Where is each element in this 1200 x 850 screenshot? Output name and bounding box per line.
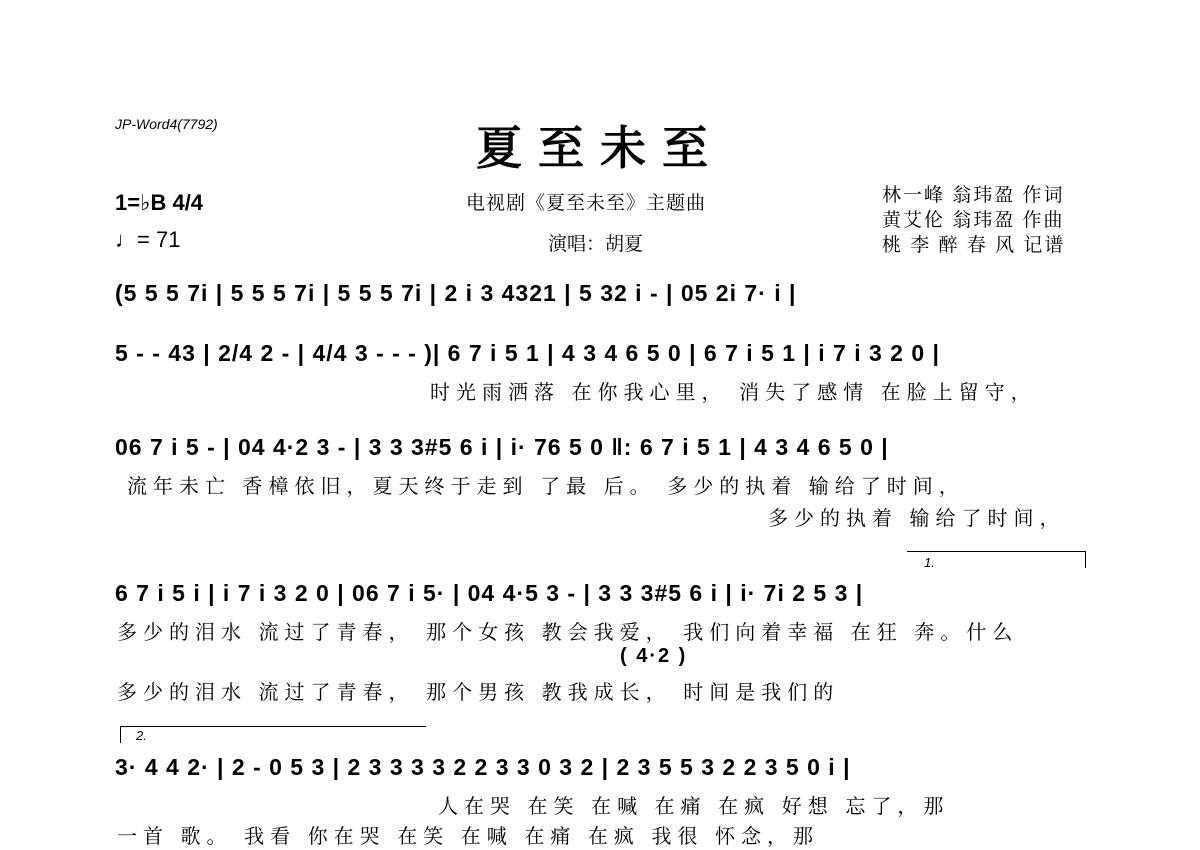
score-row-1: (5 5 5 7i | 5 5 5 7i | 5 5 5 7i | 2 i 3 4321 | 5 32 i - | 05 2i 7· i |: [115, 280, 797, 306]
volta-2-bracket: [120, 726, 426, 743]
score-row-3-notes: 06 7 i 5 - | 04 4·2 3 - | 3 3 3#5 6 i | i· 76 5 0 ‖: 6 7 i 5 1 | 4 3 4 6 5 0 |: [115, 434, 889, 460]
score-row-5-notes: 3· 4 4 2· | 2 - 0 5 3 | 2 3 3 3 3 2 2 3 3 0 3 2 | 2 3 5 5 3 2 2 3 5 0 i |: [115, 754, 851, 780]
score-row-3-lyrics-2: 多少的执着 输给了时间，: [768, 508, 1066, 530]
transcriber-credit: 桃 李 醉 春 风 记谱: [882, 235, 1066, 256]
score-row-5-lyrics-1: 人在哭 在笑 在喊 在痛 在疯 好想 忘了，那: [438, 796, 950, 818]
score-row-2-lyrics: 时光雨洒落 在你我心里， 消失了感情 在脸上留守，: [430, 382, 1037, 404]
source-label: JP-Word4(7792): [115, 116, 218, 132]
score-row-5-lyrics-2: 一首 歌。 我看 你在哭 在笑 在喊 在痛 在疯 我很 怀念，那: [117, 826, 820, 848]
composer-credit: 黄艾伦 翁玮盈 作曲: [882, 210, 1065, 231]
score-row-4-notes: 6 7 i 5 i | i 7 i 3 2 0 | 06 7 i 5· | 04 4·5 3 - | 3 3 3#5 6 i | i· 7i 2 5 3 |: [115, 580, 864, 606]
singer-credit: 演唱：胡夏: [548, 234, 644, 255]
score-row-2-notes: 5 - - 43 | 2/4 2 - | 4/4 3 - - - )| 6 7 i 5 1 | 4 3 4 6 5 0 | 6 7 i 5 1 | i 7 i 3 2 0 |: [115, 340, 940, 366]
song-title: 夏至未至: [476, 121, 724, 175]
tempo-marking: ♩= 71: [115, 227, 181, 252]
key-signature: 1=♭B 4/4: [115, 190, 204, 215]
score-row-4-lyrics-2: 多少的泪水 流过了青春， 那个男孩 教我成长， 时间是我们的: [117, 682, 840, 704]
volta-1-label: 1.: [924, 555, 935, 570]
score-row-3-lyrics-1: 流年未亡 香樟依旧，夏天终于走到 了最 后。 多少的执着 输给了时间，: [127, 476, 965, 498]
song-subtitle: 电视剧《夏至未至》主题曲: [466, 193, 707, 214]
score-row-4-lyrics-1: 多少的泪水 流过了青春， 那个女孩 教会我爱， 我们向着幸福 在狂 奔。什么: [117, 622, 1019, 644]
lyricist-credit: 林一峰 翁玮盈 作词: [882, 185, 1065, 206]
alternate-notes: ( 4·2 ): [620, 645, 688, 667]
volta-2-label: 2.: [136, 728, 147, 743]
